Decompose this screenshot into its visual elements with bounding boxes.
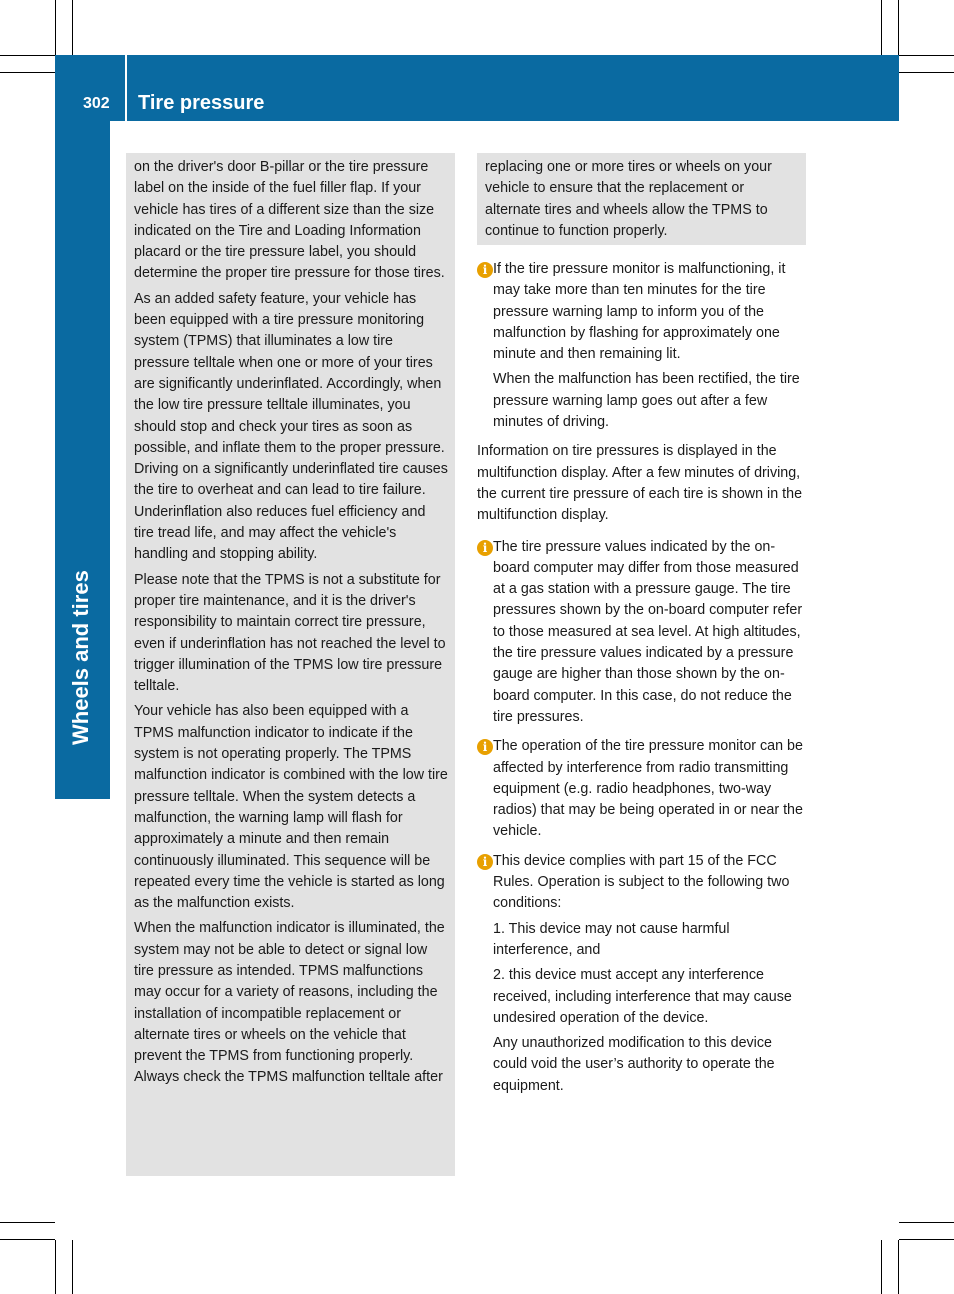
- crop-mark: [55, 0, 56, 55]
- crop-mark: [55, 1240, 56, 1294]
- info-note: [477, 259, 808, 433]
- info-icon: i: [477, 540, 493, 556]
- crop-mark: [881, 1240, 882, 1294]
- page-title: Tire pressure: [138, 92, 265, 114]
- crop-mark: [0, 1239, 55, 1240]
- crop-mark: [0, 55, 55, 56]
- info-note: [477, 736, 808, 842]
- info-icon: i: [477, 854, 493, 870]
- page-header: [55, 55, 899, 121]
- right-box-paragraph: replacing one or more tires or wheels on your vehicle to ensure that the replacement or alternate tires and wheels allow the TPMS to continue to function properly.: [485, 159, 772, 239]
- crop-mark: [72, 0, 73, 55]
- info-icon: i: [477, 262, 493, 278]
- info-text: This device complies with part 15 of the FCC Rules. Operation is subject to the following two conditions:: [493, 852, 790, 912]
- info-note: [477, 851, 808, 1097]
- crop-mark: [899, 1222, 954, 1223]
- info-text: The operation of the tire pressure monitor can be affected by interference from radio transmitting equipment (e.g. radio headphones, two-way radios) that may be being operated in or near the vehicle.: [493, 738, 803, 840]
- crop-mark: [899, 72, 954, 73]
- info-text: If the tire pressure monitor is malfunctioning, it may take more than ten minutes for the tire pressure warning lamp to inform you of the malfunction by flashing for approximately one minute and then remaining lit.: [493, 261, 786, 363]
- info-text: Any unauthorized modification to this device could void the user’s authority to operate the equipment.: [493, 1035, 775, 1094]
- left-paragraph: Your vehicle has also been equipped with a TPMS malfunction indicator to indicate if the system is not operating properly. The TPMS malfunction indicator is combined with the low tire pressure telltale. When the system detects a malfunction, the warning lamp will flash for approximately a minute and then remain continuously illuminated. This sequence will be repeated every time the vehicle is started as long as the malfunction exists.: [134, 703, 448, 912]
- right-note-box: [477, 153, 806, 245]
- info-note: [477, 537, 808, 729]
- right-column: [477, 259, 808, 1105]
- left-paragraph: As an added safety feature, your vehicle has been equipped with a tire pressure monitoring system (TPMS) that illuminates a low tire pressure telltale when one or more of your tires are significantly underinflated. Accordingly, when the low tire pressure telltale illuminates, you should stop and check your tires as soon as possible, and inflate them to the proper pressure. Driving on a significantly underinflated tire causes the tire to overheat and can lead to tire failure. Underinflation also reduces fuel efficiency and tire tread life, and may affect the vehicle's handling and stopping ability.: [134, 290, 448, 563]
- info-text: 1. This device may not cause harmful interference, and: [493, 920, 730, 958]
- body-paragraph: Information on tire pressures is displayed in the multifunction display. After a few minutes of driving, the current tire pressure of each tire is shown in the multifunction display.: [477, 443, 803, 524]
- left-paragraph: When the malfunction indicator is illuminated, the system may not be able to detect or signal low tire pressure as intended. TPMS malfunctions may occur for a variety of reasons, including the installation of incompatible replacement or alternate tires or wheels on the vehicle that prevent the TPMS from functioning properly. Always check the TPMS malfunction telltale after: [134, 920, 445, 1086]
- section-tab-label: Wheels and tires: [68, 570, 93, 745]
- crop-mark: [0, 1222, 55, 1223]
- crop-mark: [898, 1240, 899, 1294]
- crop-mark: [899, 55, 954, 56]
- header-divider: [125, 55, 127, 121]
- crop-mark: [899, 1239, 954, 1240]
- info-text: The tire pressure values indicated by the on-board computer may differ from those measured at a gas station with a pressure gauge. The tire pressures shown by the on-board computer refer to those measured at sea level. At high altitudes, the tire pressure values indicated by a pressure gauge are higher than those shown by the on-board computer. In this case, do not reduce the tire pressures.: [493, 538, 803, 725]
- crop-mark: [72, 1240, 73, 1294]
- page-number: 302: [83, 95, 110, 112]
- crop-mark: [881, 0, 882, 55]
- info-icon: i: [477, 739, 493, 755]
- crop-mark: [0, 72, 55, 73]
- crop-mark: [898, 0, 899, 55]
- left-paragraph: on the driver's door B-pillar or the tire pressure label on the inside of the fuel filler flap. If your vehicle has tires of a different size than the size indicated on the Tire and Loading Information placard or the tire pressure label, you should determine the proper tire pressure for those tires.: [134, 159, 445, 282]
- info-text: 2. this device must accept any interference received, including interference that may cause undesired operation of the device.: [493, 967, 792, 1026]
- info-text: When the malfunction has been rectified, the tire pressure warning lamp goes out after a few minutes of driving.: [493, 371, 800, 431]
- left-note-box: [126, 153, 455, 1176]
- left-paragraph: Please note that the TPMS is not a substitute for proper tire maintenance, and it is the driver's responsibility to maintain correct tire pressure, even if underinflation has not reached the level to trigger illumination of the TPMS low tire pressure telltale.: [134, 571, 446, 695]
